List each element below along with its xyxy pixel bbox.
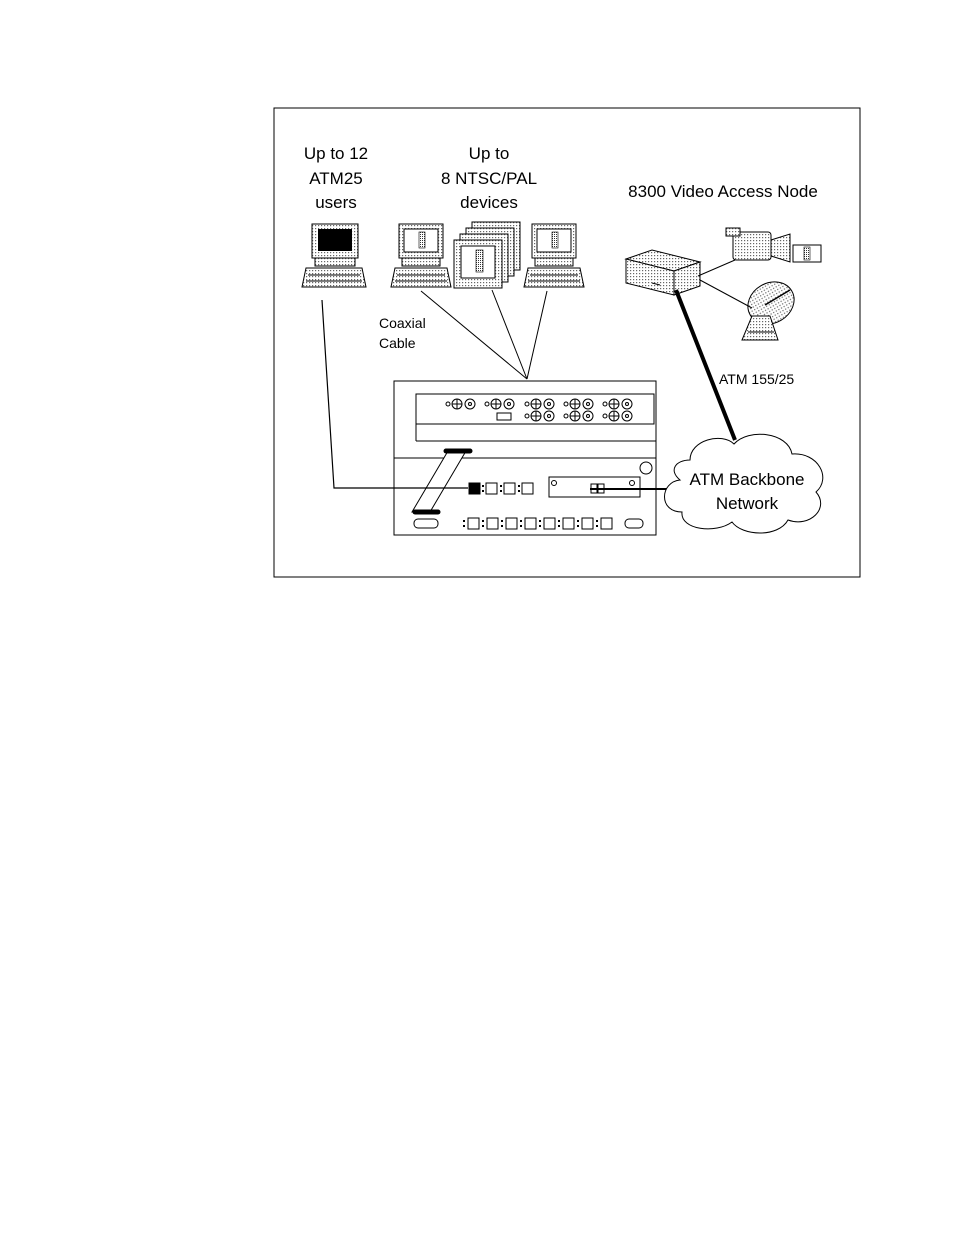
backbone-label-line1: ATM Backbone [689, 470, 805, 489]
coaxial-cable-line [527, 291, 547, 379]
atm-155-25-link [676, 290, 735, 440]
van-dish-link [700, 280, 752, 308]
backbone-label-line2: Network [715, 494, 779, 513]
coaxial-cable-line [492, 290, 527, 379]
atm25-user-computer-icon [302, 224, 366, 287]
devices-label-line1: Up to [468, 144, 510, 163]
video-device-computer-icon [391, 224, 451, 287]
coaxial-cable-line [421, 291, 527, 379]
coaxial-cable-label-line2: Cable [379, 335, 416, 351]
van-camera-link [698, 260, 735, 276]
tv-monitor-stack-icon [454, 222, 520, 288]
video-access-node-label: 8300 Video Access Node [628, 182, 818, 201]
video-camera-icon [726, 228, 821, 262]
atm-link-label: ATM 155/25 [719, 371, 795, 387]
users-label-line3: users [315, 193, 357, 212]
video-device-computer-icon [524, 224, 584, 287]
devices-label-line3: devices [460, 193, 518, 212]
hub-chassis [394, 381, 656, 535]
video-access-node-icon [626, 250, 700, 295]
users-label-line1: Up to 12 [303, 144, 369, 163]
coaxial-cable-label-line1: Coaxial [379, 315, 426, 331]
devices-label-line2: 8 NTSC/PAL [440, 169, 538, 188]
users-label-line2: ATM25 [309, 169, 363, 188]
